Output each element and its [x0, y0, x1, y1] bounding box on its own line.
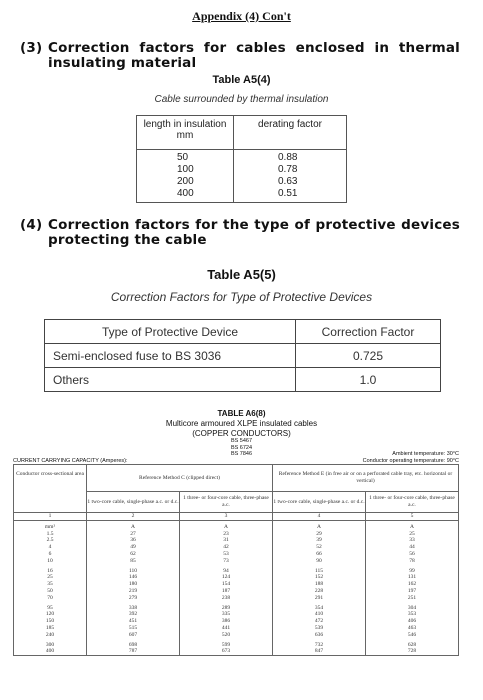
table-a55-col2-header: Correction Factor [296, 320, 441, 344]
capacity-cell: 291 [273, 595, 366, 605]
table-row [14, 551, 459, 558]
capacity-cell: 732 [273, 642, 366, 649]
capacity-cell: 94 [180, 568, 273, 575]
capacity-cell: 441 [180, 625, 273, 632]
col-number: 5 [366, 513, 459, 521]
ambient-temperature: Ambient temperature: 30°C [392, 451, 459, 457]
capacity-cell: 44 [366, 544, 459, 551]
conductor-area-cell: 2.5 [14, 537, 87, 544]
capacity-cell: 728 [366, 648, 459, 655]
table-a55-subtitle: Correction Factors for Type of Protective Devices [110, 290, 373, 304]
capacity-cell: 304 [366, 605, 459, 612]
conductor-area-cell: 1.5 [14, 531, 87, 538]
unit-cell: A [273, 520, 366, 530]
unit-cell: A [87, 520, 180, 530]
conductor-area-cell: 35 [14, 581, 87, 588]
table-row [14, 537, 459, 544]
capacity-cell: 187 [180, 588, 273, 595]
capacity-cell: 472 [273, 618, 366, 625]
operating-temperature: Conductor operating temperature: 90°C [362, 457, 459, 464]
col4-header: 1 two-core cable, single-phase a.c. or d.c. [273, 492, 366, 513]
factor-cell: 0.725 [296, 344, 441, 368]
capacity-cell: 338 [87, 605, 180, 612]
capacity-cell: 607 [87, 632, 180, 642]
section-3-number: (3) [20, 40, 43, 56]
conductor-area-cell: 185 [14, 625, 87, 632]
conductor-area-cell: 16 [14, 568, 87, 575]
standard-label: BS 6724 [230, 444, 253, 451]
capacity-cell: 238 [180, 595, 273, 605]
table-header-row [45, 320, 441, 344]
table-row [14, 632, 459, 642]
appendix-title: Appendix (4) Con't [192, 9, 291, 23]
capacity-cell: 386 [180, 618, 273, 625]
section-3-heading [20, 41, 460, 71]
length-cell: 200 [137, 176, 234, 188]
capacity-cell: 162 [366, 581, 459, 588]
capacity-cell: 188 [273, 581, 366, 588]
conductor-area-cell: 400 [14, 648, 87, 655]
conductor-area-cell: 150 [14, 618, 87, 625]
conductor-area-cell: 300 [14, 642, 87, 649]
table-row [137, 176, 347, 188]
factor-cell: 0.63 [234, 176, 347, 188]
col-number: 3 [180, 513, 273, 521]
capacity-cell: 31 [180, 537, 273, 544]
conductor-area-cell: 240 [14, 632, 87, 642]
capacity-cell: 29 [273, 531, 366, 538]
capacity-cell: 62 [87, 551, 180, 558]
capacity-cell: 451 [87, 618, 180, 625]
conductor-area-cell: 95 [14, 605, 87, 612]
capacity-cell: 219 [87, 588, 180, 595]
capacity-cell: 90 [273, 558, 366, 568]
table-row [14, 625, 459, 632]
device-cell: Others [45, 368, 296, 392]
table-row [14, 648, 459, 655]
col5-header: 1 three- or four-core cable, three-phase a.c. [366, 492, 459, 513]
method-e-header: Reference Method E (in free air or on a perforated cable tray, etc. horizontal or vertical) [273, 465, 459, 492]
table-a54-title: Table A5(4) [212, 74, 271, 86]
capacity-cell: 78 [366, 558, 459, 568]
capacity-cell: 152 [273, 574, 366, 581]
table-row [137, 164, 347, 176]
capacity-cell: 410 [273, 611, 366, 618]
column-number-row [14, 513, 459, 521]
capacity-cell: 289 [180, 605, 273, 612]
capacity-cell: 49 [87, 544, 180, 551]
capacity-cell: 99 [366, 568, 459, 575]
table-a55 [44, 319, 441, 392]
conductor-area-header: Conductor cross-sectional area [14, 465, 87, 513]
capacity-cell: 546 [366, 632, 459, 642]
table-row [137, 150, 347, 165]
capacity-cell: 406 [366, 618, 459, 625]
conductor-area-cell: 6 [14, 551, 87, 558]
capacity-cell: 636 [273, 632, 366, 642]
table-row [14, 581, 459, 588]
capacity-cell: 628 [366, 642, 459, 649]
capacity-cell: 353 [366, 611, 459, 618]
capacity-cell: 85 [87, 558, 180, 568]
capacity-cell: 392 [87, 611, 180, 618]
temperature-notes [363, 451, 459, 464]
capacity-cell: 847 [273, 648, 366, 655]
factor-cell: 1.0 [296, 368, 441, 392]
col2-header: 1 two-core cable, single-phase a.c. or d.c. [87, 492, 180, 513]
table-row [45, 368, 441, 392]
capacity-cell: 539 [273, 625, 366, 632]
capacity-cell: 27 [87, 531, 180, 538]
capacity-cell: 146 [87, 574, 180, 581]
col3-header: 1 three- or four-core cable, three-phase a.c. [180, 492, 273, 513]
standard-label: BS 5467 [230, 438, 253, 444]
table-row [14, 531, 459, 538]
length-cell: 100 [137, 164, 234, 176]
conductor-area-cell: 10 [14, 558, 87, 568]
capacity-cell: 36 [87, 537, 180, 544]
capacity-cell: 131 [366, 574, 459, 581]
capacity-cell: 23 [180, 531, 273, 538]
table-a54-col2-header: derating factor [234, 116, 347, 150]
conductor-area-cell: 50 [14, 588, 87, 595]
table-row [14, 642, 459, 649]
units-row [14, 520, 459, 530]
table-row [14, 595, 459, 605]
table-row [14, 558, 459, 568]
section-4-heading [20, 218, 460, 248]
table-a68-subtitle2: (COPPER CONDUCTORS) [192, 429, 291, 438]
capacity-cell: 66 [273, 551, 366, 558]
table-a68-title: TABLE A6(8) [217, 409, 266, 418]
col-number: 2 [87, 513, 180, 521]
factor-cell: 0.88 [234, 150, 347, 165]
capacity-cell: 197 [366, 588, 459, 595]
capacity-cell: 56 [366, 551, 459, 558]
capacity-cell: 251 [366, 595, 459, 605]
capacity-cell: 124 [180, 574, 273, 581]
device-cell: Semi-enclosed fuse to BS 3036 [45, 344, 296, 368]
capacity-cell: 52 [273, 544, 366, 551]
method-c-header: Reference Method C (clipped direct) [87, 465, 273, 492]
table-row [14, 618, 459, 625]
capacity-label: CURRENT CARRYING CAPACITY (Amperes): [13, 458, 128, 464]
table-a68-subtitle1: Multicore armoured XLPE insulated cables [165, 419, 318, 428]
table-a54 [136, 115, 347, 203]
conductor-area-cell: 70 [14, 595, 87, 605]
col-number: 1 [14, 513, 87, 521]
unit-cell: A [180, 520, 273, 530]
unit-cell: mm² [14, 520, 87, 530]
capacity-cell: 335 [180, 611, 273, 618]
table-a55-col1-header: Type of Protective Device [45, 320, 296, 344]
conductor-area-cell: 25 [14, 574, 87, 581]
table-a68 [13, 464, 459, 656]
table-row [14, 544, 459, 551]
capacity-cell: 154 [180, 581, 273, 588]
capacity-cell: 673 [180, 648, 273, 655]
capacity-cell: 463 [366, 625, 459, 632]
table-a54-col1-header: length in insulation mm [137, 116, 234, 150]
capacity-cell: 515 [87, 625, 180, 632]
section-3-title: Correction factors for cables enclosed in thermal insulating material [48, 40, 460, 71]
table-row [137, 188, 347, 203]
capacity-cell: 53 [180, 551, 273, 558]
factor-cell: 0.51 [234, 188, 347, 203]
table-row [14, 588, 459, 595]
capacity-cell: 599 [180, 642, 273, 649]
table-row [14, 605, 459, 612]
section-4-number: (4) [20, 217, 43, 233]
capacity-cell: 698 [87, 642, 180, 649]
col-number: 4 [273, 513, 366, 521]
capacity-cell: 279 [87, 595, 180, 605]
table-a55-title: Table A5(5) [207, 267, 276, 282]
capacity-cell: 180 [87, 581, 180, 588]
capacity-cell: 354 [273, 605, 366, 612]
table-row [14, 568, 459, 575]
table-a54-subtitle: Cable surrounded by thermal insulation [154, 94, 329, 105]
table-header-row [14, 465, 459, 492]
capacity-cell: 42 [180, 544, 273, 551]
table-row [14, 611, 459, 618]
table-row [45, 344, 441, 368]
length-cell: 50 [137, 150, 234, 165]
length-cell: 400 [137, 188, 234, 203]
table-row [14, 574, 459, 581]
capacity-cell: 787 [87, 648, 180, 655]
capacity-cell: 110 [87, 568, 180, 575]
unit-cell: A [366, 520, 459, 530]
capacity-cell: 39 [273, 537, 366, 544]
capacity-cell: 25 [366, 531, 459, 538]
standard-label: BS 7846 [230, 451, 253, 457]
capacity-cell: 228 [273, 588, 366, 595]
capacity-cell: 73 [180, 558, 273, 568]
section-4-title: Correction factors for the type of protective devices protecting the cable [48, 217, 460, 248]
capacity-cell: 520 [180, 632, 273, 642]
conductor-area-cell: 4 [14, 544, 87, 551]
factor-cell: 0.78 [234, 164, 347, 176]
conductor-area-cell: 120 [14, 611, 87, 618]
capacity-cell: 33 [366, 537, 459, 544]
capacity-cell: 115 [273, 568, 366, 575]
